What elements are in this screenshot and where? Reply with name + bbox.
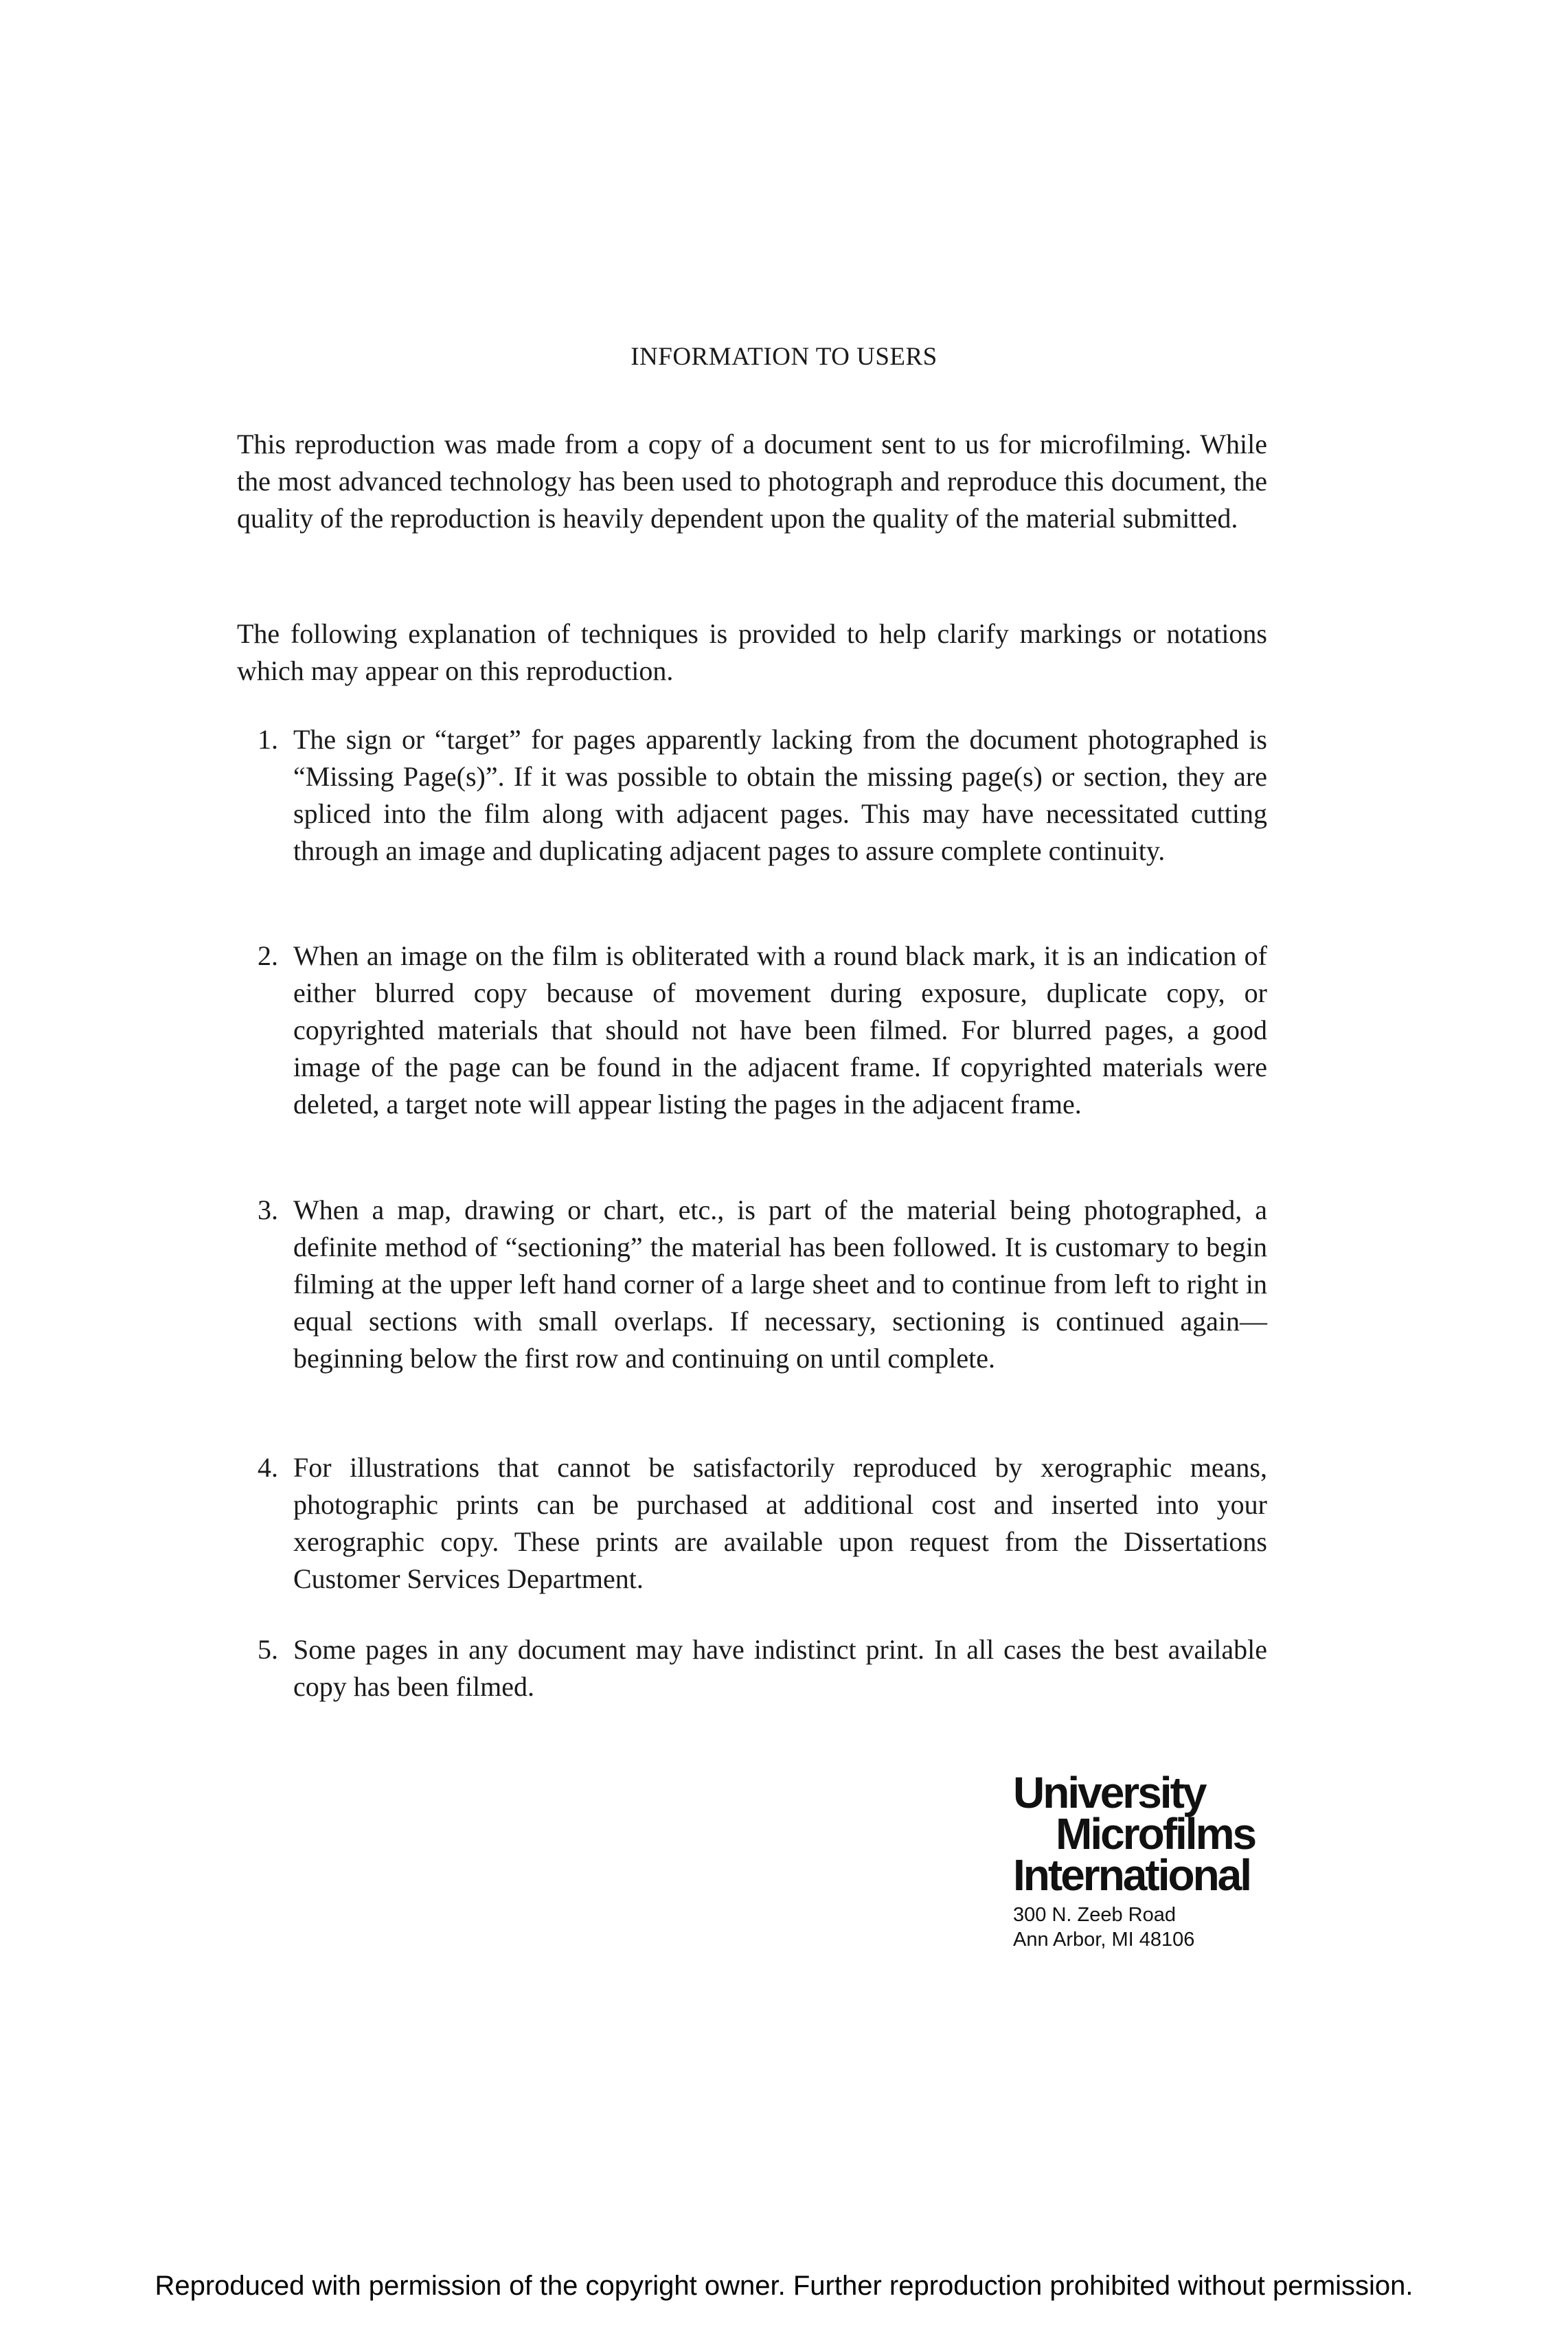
list-item [258,1449,1267,1598]
list-item-number: 1. [258,724,278,755]
logo-line-international: International [1013,1850,1251,1900]
list-item [258,1631,1267,1705]
list-item-number: 2. [258,940,278,971]
list-item-text: When an image on the film is obliterated with a round black mark, it is an indication of either blurred copy because of movement during exposure, duplicate copy, or copyrighted materials that should not have been filmed. For blurred pages, a good image of the page can be found in the adjacent frame. If copyrighted materials were deleted, a target note will appear listing the pages in the adjacent frame. [293,940,1267,1120]
logo-line-university: University [1013,1768,1205,1817]
address-street: 300 N. Zeeb Road [1013,1904,1176,1926]
list-item-text: When a map, drawing or chart, etc., is part of the material being photographed, a definite method of “sectioning” the material has been followed. It is customary to begin filming at the upper left hand corner of a large sheet and to continue from left to right in equal sections with small overlaps. If necessary, sectioning is continued again—beginning below the first row and continuing on until complete. [293,1194,1267,1374]
list-item-number: 5. [258,1634,278,1665]
publisher-address [1013,1903,1194,1952]
list-item-text: The sign or “target” for pages apparently lacking from the document photographed is “Missing Page(s)”. If it was possible to obtain the missing page(s) or section, they are spliced into the film along with adjacent pages. This may have necessitated cutting through an image and duplicating adjacent pages to assure complete continuity. [293,724,1267,866]
copyright-footer: Reproduced with permission of the copyright owner. Further reproduction prohibited without permission. [155,2271,1413,2301]
page-title: INFORMATION TO USERS [630,343,938,371]
university-microfilms-logo [1013,1768,1255,1900]
list-item-number: 3. [258,1194,278,1225]
address-city: Ann Arbor, MI 48106 [1013,1929,1195,1951]
list-item [258,1192,1267,1377]
intro-paragraph: This reproduction was made from a copy of a document sent to us for microfilming. While the most advanced technology has been used to photograph and reproduce this document, the quality of the reproduction is heavily dependent upon the quality of the material submitted. [237,429,1267,534]
list-item [258,938,1267,1123]
list-item [258,721,1267,870]
list-item-text: For illustrations that cannot be satisfactorily reproduced by xerographic means, photographic prints can be purchased at additional cost and inserted into your xerographic copy. These prints are available upon request from the Dissertations Customer Services Department. [293,1452,1267,1594]
explanation-paragraph: The following explanation of techniques is provided to help clarify markings or notations which may appear on this reproduction. [237,618,1267,686]
list-item-number: 4. [258,1452,278,1483]
list-item-text: Some pages in any document may have indistinct print. In all cases the best available copy has been filmed. [293,1634,1267,1702]
logo-line-microfilms: Microfilms [1056,1809,1255,1859]
